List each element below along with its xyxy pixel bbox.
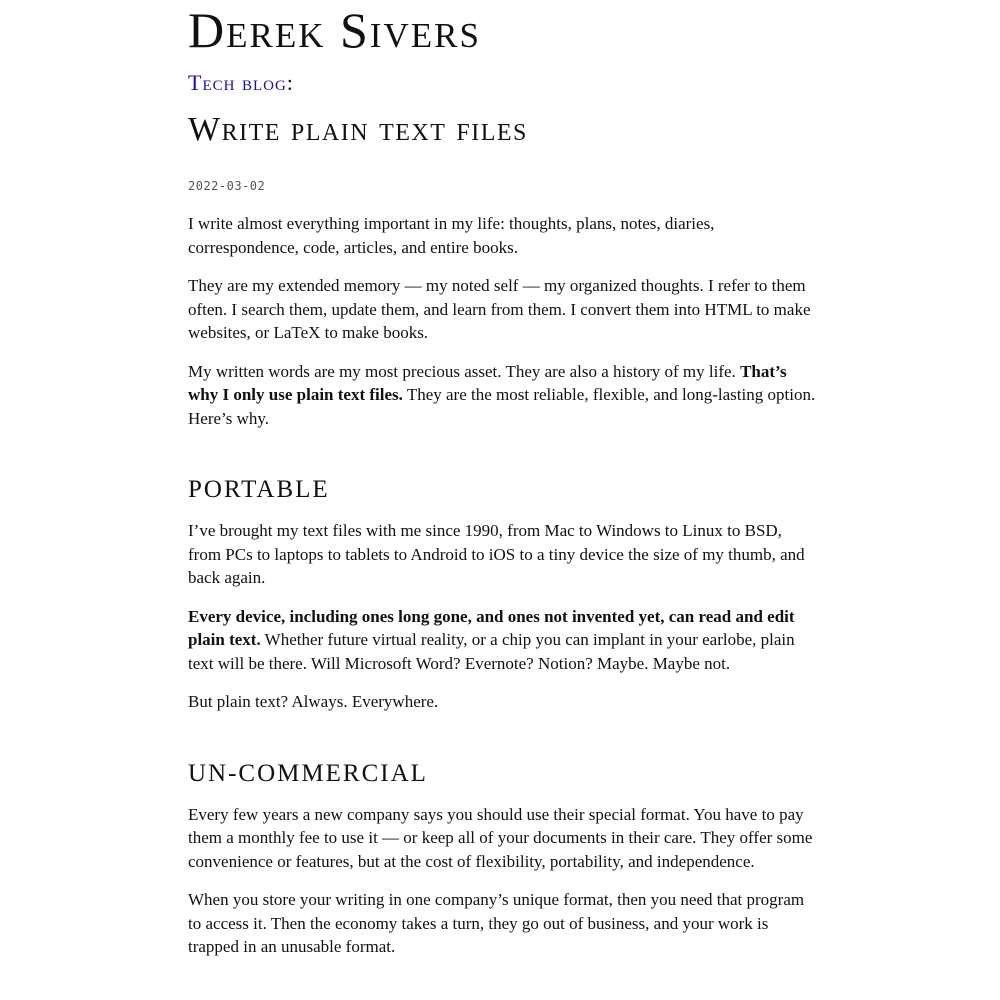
portable-paragraph-3: But plain text? Always. Everywhere. [188,692,439,711]
post-date: 2022-03-02 [188,179,266,193]
intro-paragraph-3-start: My written words are my most precious asset. They are also a history of my life. [188,361,741,381]
site-title[interactable]: Derek Sivers [188,2,481,58]
section-heading-portable: PORTABLE [188,476,330,503]
portable-paragraph-2-bold: Every device, including ones long gone, and ones not invented yet, can read and edit plain text. [188,606,795,649]
article-column [188,0,828,959]
intro-paragraph-3-end: They are the most reliable, flexible, and long-lasting option. Here’s why. [188,385,816,428]
section-heading-uncommercial: UN-COMMERCIAL [188,759,428,787]
tech-blog-link[interactable]: Tech blog [188,70,287,95]
portable-paragraph-2 [188,605,818,676]
intro-paragraph-1: I write almost everything important in my life: thoughts, plans, notes, diaries, correspondence, code, articles, and entire books. [188,214,715,257]
intro-paragraph-3 [188,360,818,431]
intro-paragraph-3-bold: That’s why I only use plain text files. [188,361,787,404]
portable-paragraph-2-rest: Whether future virtual reality, or a chip you can implant in your earlobe, plain text will be there. Will Microsoft Word? Evernote? Notion? Maybe. Maybe not. [188,630,795,673]
uncommercial-paragraph-1: Every few years a new company says you should use their special format. You have to pay them a monthly fee to use it — or keep all of your documents in their care. They offer some convenience or features, but at the cost of flexibility, portability, and independence. [188,804,813,871]
intro-paragraph-2: They are my extended memory — my noted self — my organized thoughts. I refer to them often. I search them, update them, and learn from them. I convert them into HTML to make websites, or LaTeX to make books. [188,276,811,342]
post-title: Write plain text files [188,111,528,148]
portable-paragraph-1: I’ve brought my text files with me since 1990, from Mac to Windows to Linux to BSD, from PCs to laptops to tablets to Android to iOS to a tiny device the size of my thumb, and back again. [188,521,805,587]
breadcrumb [188,70,828,96]
breadcrumb-separator: : [286,70,294,95]
uncommercial-paragraph-2: When you store your writing in one company’s unique format, then you need that program to access it. Then the economy takes a turn, they go out of business, and your work is trapped in an unusable format. [188,890,805,956]
